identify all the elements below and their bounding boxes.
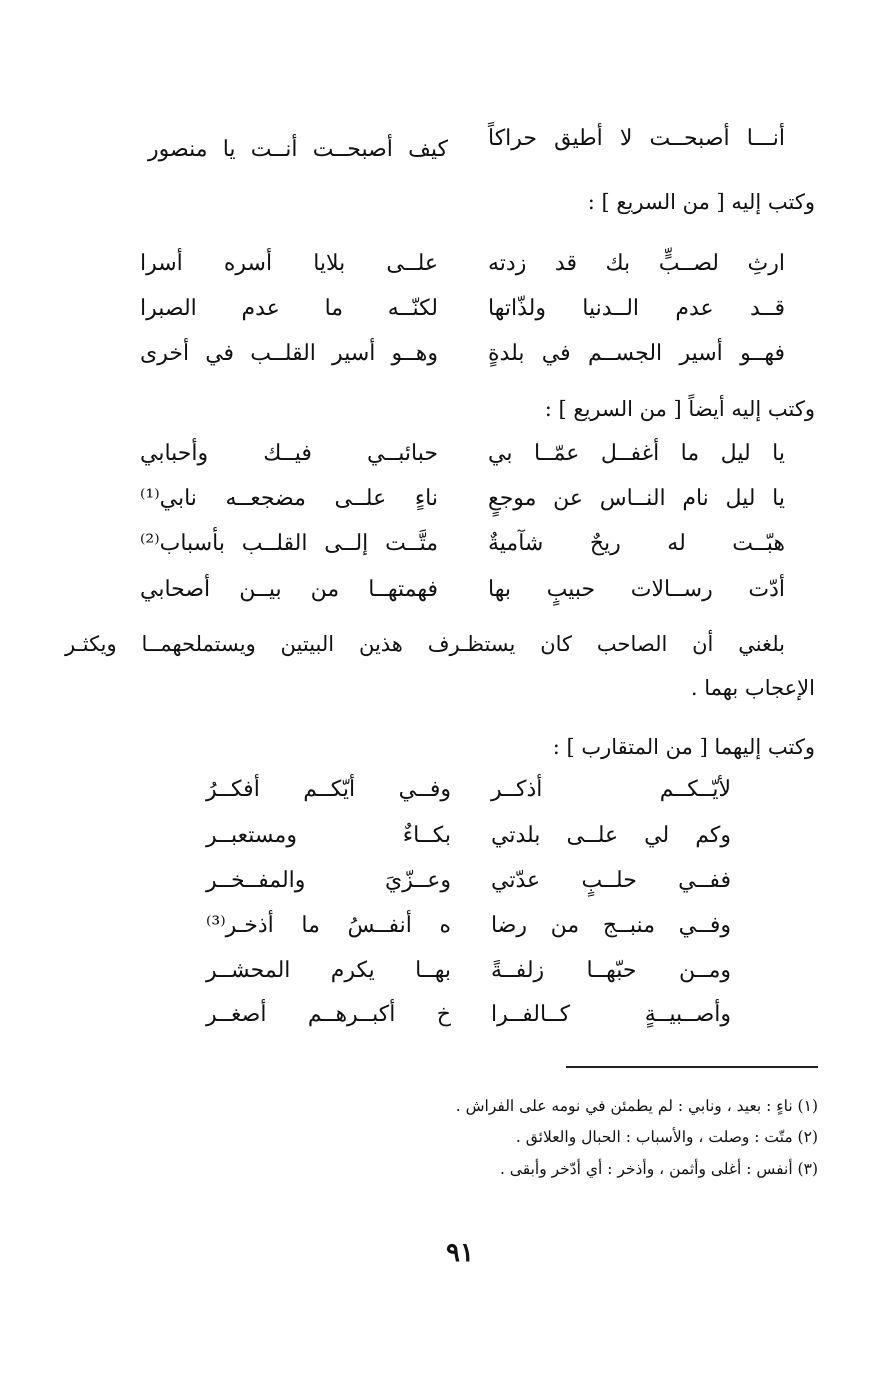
verse-hemistich-right: وكم لي علــى بلدتي xyxy=(491,823,731,848)
verse-hemistich-right: أدّت رســالات حبيبٍ بها xyxy=(488,577,785,602)
verse-hemistich-right: وفــي منبــج من رضا xyxy=(491,913,731,938)
verse-hemistich-left: حبائبــي فيــك وأحبابي xyxy=(140,441,438,466)
verse-hemistich-left: بهــا يكرم المحشــر xyxy=(206,958,451,983)
verse-hemistich-left: وعــزّيَ والمفــخــر xyxy=(206,868,451,893)
verse-hemistich-right: أنـــا أصبحــت لا أطيق حراكاً xyxy=(488,126,785,151)
verse-hemistich-right: لأيّــكــم أذكــر xyxy=(491,777,731,802)
verse-hemistich-right: ففــي حلــبٍ عدّتي xyxy=(491,868,731,893)
verse-hemistich-left: علــى بلايا أسره أسرا xyxy=(140,251,438,276)
verse-hemistich-right: وأصــبيــةٍ كــالفــرا xyxy=(491,1002,731,1027)
verse-hemistich-right: يا ليل نام النــاس عن موجعٍ xyxy=(488,486,785,511)
verse-hemistich-right: ارثِ لصــبٍّ بك قد زدته xyxy=(488,251,785,276)
footnote: (١) ناءٍ : بعيد ، ونابي : لم يطمئن في نومه على الفراش . xyxy=(455,1097,818,1115)
verse-hemistich-left: ه أنفــسُ ما أذخـر⁽³⁾ xyxy=(206,913,451,938)
footnote: (٢) متّت : وصلت ، والأسباب : الحبال والعلائق . xyxy=(515,1128,818,1146)
section-heading: وكتب إليه [ من السريع ] : xyxy=(587,190,815,214)
verse-hemistich-right: ومــن حبّهــا زلفــةً xyxy=(491,958,731,983)
verse-hemistich-right: قــد عدم الــدنيا ولذّاتها xyxy=(488,296,785,321)
verse-hemistich-right: يا ليل ما أغفــل عمّــا بي xyxy=(488,441,785,466)
section-heading: وكتب إليهما [ من المتقارب ] : xyxy=(552,735,815,759)
verse-hemistich-left: خ أكبــرهــم أصغــر xyxy=(206,1002,451,1027)
verse-hemistich-left: كيف أصبحــت أنــت يا منصور xyxy=(148,137,448,162)
page-number: ٩١ xyxy=(446,1238,474,1268)
prose-line: بلغني أن الصاحب كان يستظـرف هذين البيتين ويستملحهمــا ويكثـر xyxy=(65,632,785,656)
prose-line: الإعجاب بهما . xyxy=(690,676,815,700)
verse-hemistich-left: بكــاءٌ ومستعبــر xyxy=(206,823,451,848)
verse-hemistich-left: ناءٍ علــى مضجعــه نابي⁽¹⁾ xyxy=(140,486,438,511)
verse-hemistich-left: لكنّــه ما عدم الصبرا xyxy=(140,296,438,321)
footnote-divider xyxy=(566,1066,818,1068)
verse-hemistich-left: وهــو أسير القلــب في أخرى xyxy=(140,341,438,366)
section-heading: وكتب إليه أيضاً [ من السريع ] : xyxy=(544,397,815,421)
verse-hemistich-left: وفــي أيّكــم أفكــرُ xyxy=(206,777,451,802)
verse-hemistich-right: فهــو أسير الجســم في بلدةٍ xyxy=(488,341,785,366)
verse-hemistich-right: هبّــت له ريحٌ شآميةٌ xyxy=(488,531,785,556)
verse-hemistich-left: متَّــت إلــى القلــب بأسباب⁽²⁾ xyxy=(140,531,438,556)
footnote: (٣) أنفس : أغلى وأثمن ، وأذخر : أي أدّخر وأبقى . xyxy=(499,1160,818,1178)
verse-hemistich-left: فهمتهــا من بيــن أصحابي xyxy=(140,577,438,602)
